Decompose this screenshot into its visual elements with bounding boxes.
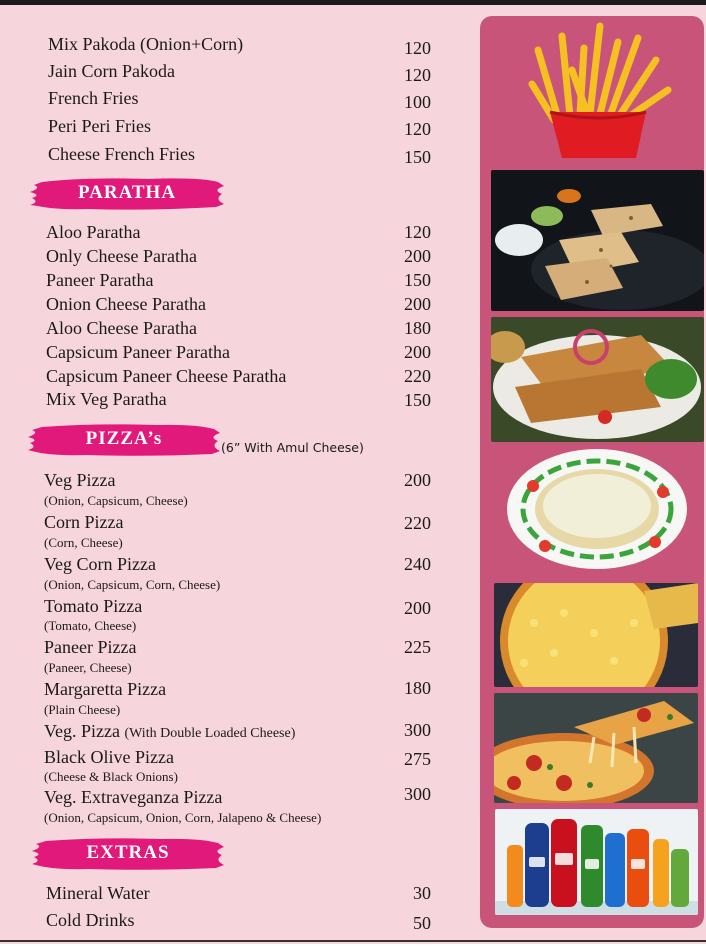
menu-item-name: Only Cheese Paratha [46, 246, 197, 266]
menu-item-price: 200 [404, 342, 431, 362]
paratha-heading-banner [28, 176, 226, 212]
menu-item-name: Mineral Water [46, 883, 150, 903]
menu-item-description: (Onion, Capsicum, Cheese) [44, 493, 188, 508]
menu-item-description: (Plain Cheese) [44, 702, 121, 717]
section-title: PIZZA’s [85, 428, 163, 449]
menu-item-name: Capsicum Paneer Cheese Paratha [46, 366, 287, 386]
menu-item-name: French Fries [48, 88, 139, 108]
menu-item-name: Paneer Paratha [46, 270, 154, 290]
menu-item-description: (Cheese & Black Onions) [44, 769, 178, 784]
menu-item-name: Corn Pizza [44, 512, 124, 532]
menu-item-name: Mix Veg Paratha [46, 389, 167, 409]
pizza-heading-banner [26, 422, 222, 458]
menu-item-price: 120 [404, 65, 431, 85]
menu-item-name: Onion Cheese Paratha [46, 294, 206, 314]
menu-item-name: Veg. Extraveganza Pizza [44, 787, 223, 807]
paratha-plate-photo [491, 317, 704, 442]
cold-drinks-bottles-photo [495, 809, 698, 915]
bottom-border [0, 940, 706, 942]
menu-item-price: 220 [404, 366, 431, 386]
menu-item-name: Jain Corn Pakoda [48, 61, 175, 81]
menu-item-name: Tomato Pizza [44, 596, 143, 616]
menu-item-price: 300 [404, 784, 431, 804]
menu-item-price: 225 [404, 637, 431, 657]
menu-item-price: 200 [404, 246, 431, 266]
menu-item-price: 120 [404, 119, 431, 139]
veg-pizza-plate-photo [505, 446, 689, 572]
menu-item-price: 200 [404, 598, 431, 618]
corn-cheese-pizza-photo [494, 583, 698, 687]
menu-item-price: 180 [404, 318, 431, 338]
menu-item-price: 150 [404, 390, 431, 410]
pizza-cheese-pull-photo [494, 693, 698, 803]
extras-heading-banner [30, 836, 226, 872]
menu-item-name: Cold Drinks [46, 910, 135, 930]
menu-item-price: 120 [404, 222, 431, 242]
menu-item-name: Capsicum Paneer Paratha [46, 342, 230, 362]
menu-item-price: 120 [404, 38, 431, 58]
top-border [0, 0, 706, 5]
menu-item-price: 200 [404, 470, 431, 490]
menu-item-note: (With Double Loaded Cheese) [124, 726, 296, 741]
menu-item-price: 220 [404, 513, 431, 533]
menu-item-name: Veg Corn Pizza [44, 554, 156, 574]
menu-item-description: (Onion, Capsicum, Onion, Corn, Jalapeno & Cheese) [44, 810, 322, 825]
menu-item-description: (Tomato, Cheese) [44, 618, 137, 633]
menu-item-description: (Paneer, Cheese) [44, 660, 132, 675]
menu-item-name [44, 721, 295, 744]
menu-item-price: 150 [404, 270, 431, 290]
item-name-text: Veg. Pizza [44, 721, 120, 741]
menu-item-name: Cheese French Fries [48, 144, 195, 164]
menu-item-name: Peri Peri Fries [48, 116, 151, 136]
menu-item-description: (Onion, Capsicum, Corn, Cheese) [44, 577, 221, 592]
menu-item-price: 200 [404, 294, 431, 314]
menu-item-name: Veg Pizza [44, 470, 116, 490]
menu-item-price: 100 [404, 92, 431, 112]
pizza-size-note: (6” With Amul Cheese) [221, 440, 364, 455]
menu-item-price: 275 [404, 749, 431, 769]
menu-item-price: 240 [404, 554, 431, 574]
menu-item-name: Black Olive Pizza [44, 747, 174, 767]
menu-item-price: 180 [404, 678, 431, 698]
menu-item-name: Paneer Pizza [44, 637, 137, 657]
menu-item-price: 50 [413, 913, 431, 933]
menu-item-name: Aloo Paratha [46, 222, 141, 242]
menu-item-name: Mix Pakoda (Onion+Corn) [48, 34, 244, 54]
menu-item-name: Margaretta Pizza [44, 679, 167, 699]
menu-item-name: Aloo Cheese Paratha [46, 318, 197, 338]
section-title: EXTRAS [86, 842, 170, 863]
paratha-with-dips-photo [491, 170, 704, 311]
french-fries-photo [528, 20, 674, 160]
menu-item-description: (Corn, Cheese) [44, 535, 123, 550]
section-title: PARATHA [77, 182, 177, 203]
menu-item-price: 300 [404, 720, 431, 740]
menu-item-price: 30 [413, 883, 431, 903]
menu-item-price: 150 [404, 147, 431, 167]
